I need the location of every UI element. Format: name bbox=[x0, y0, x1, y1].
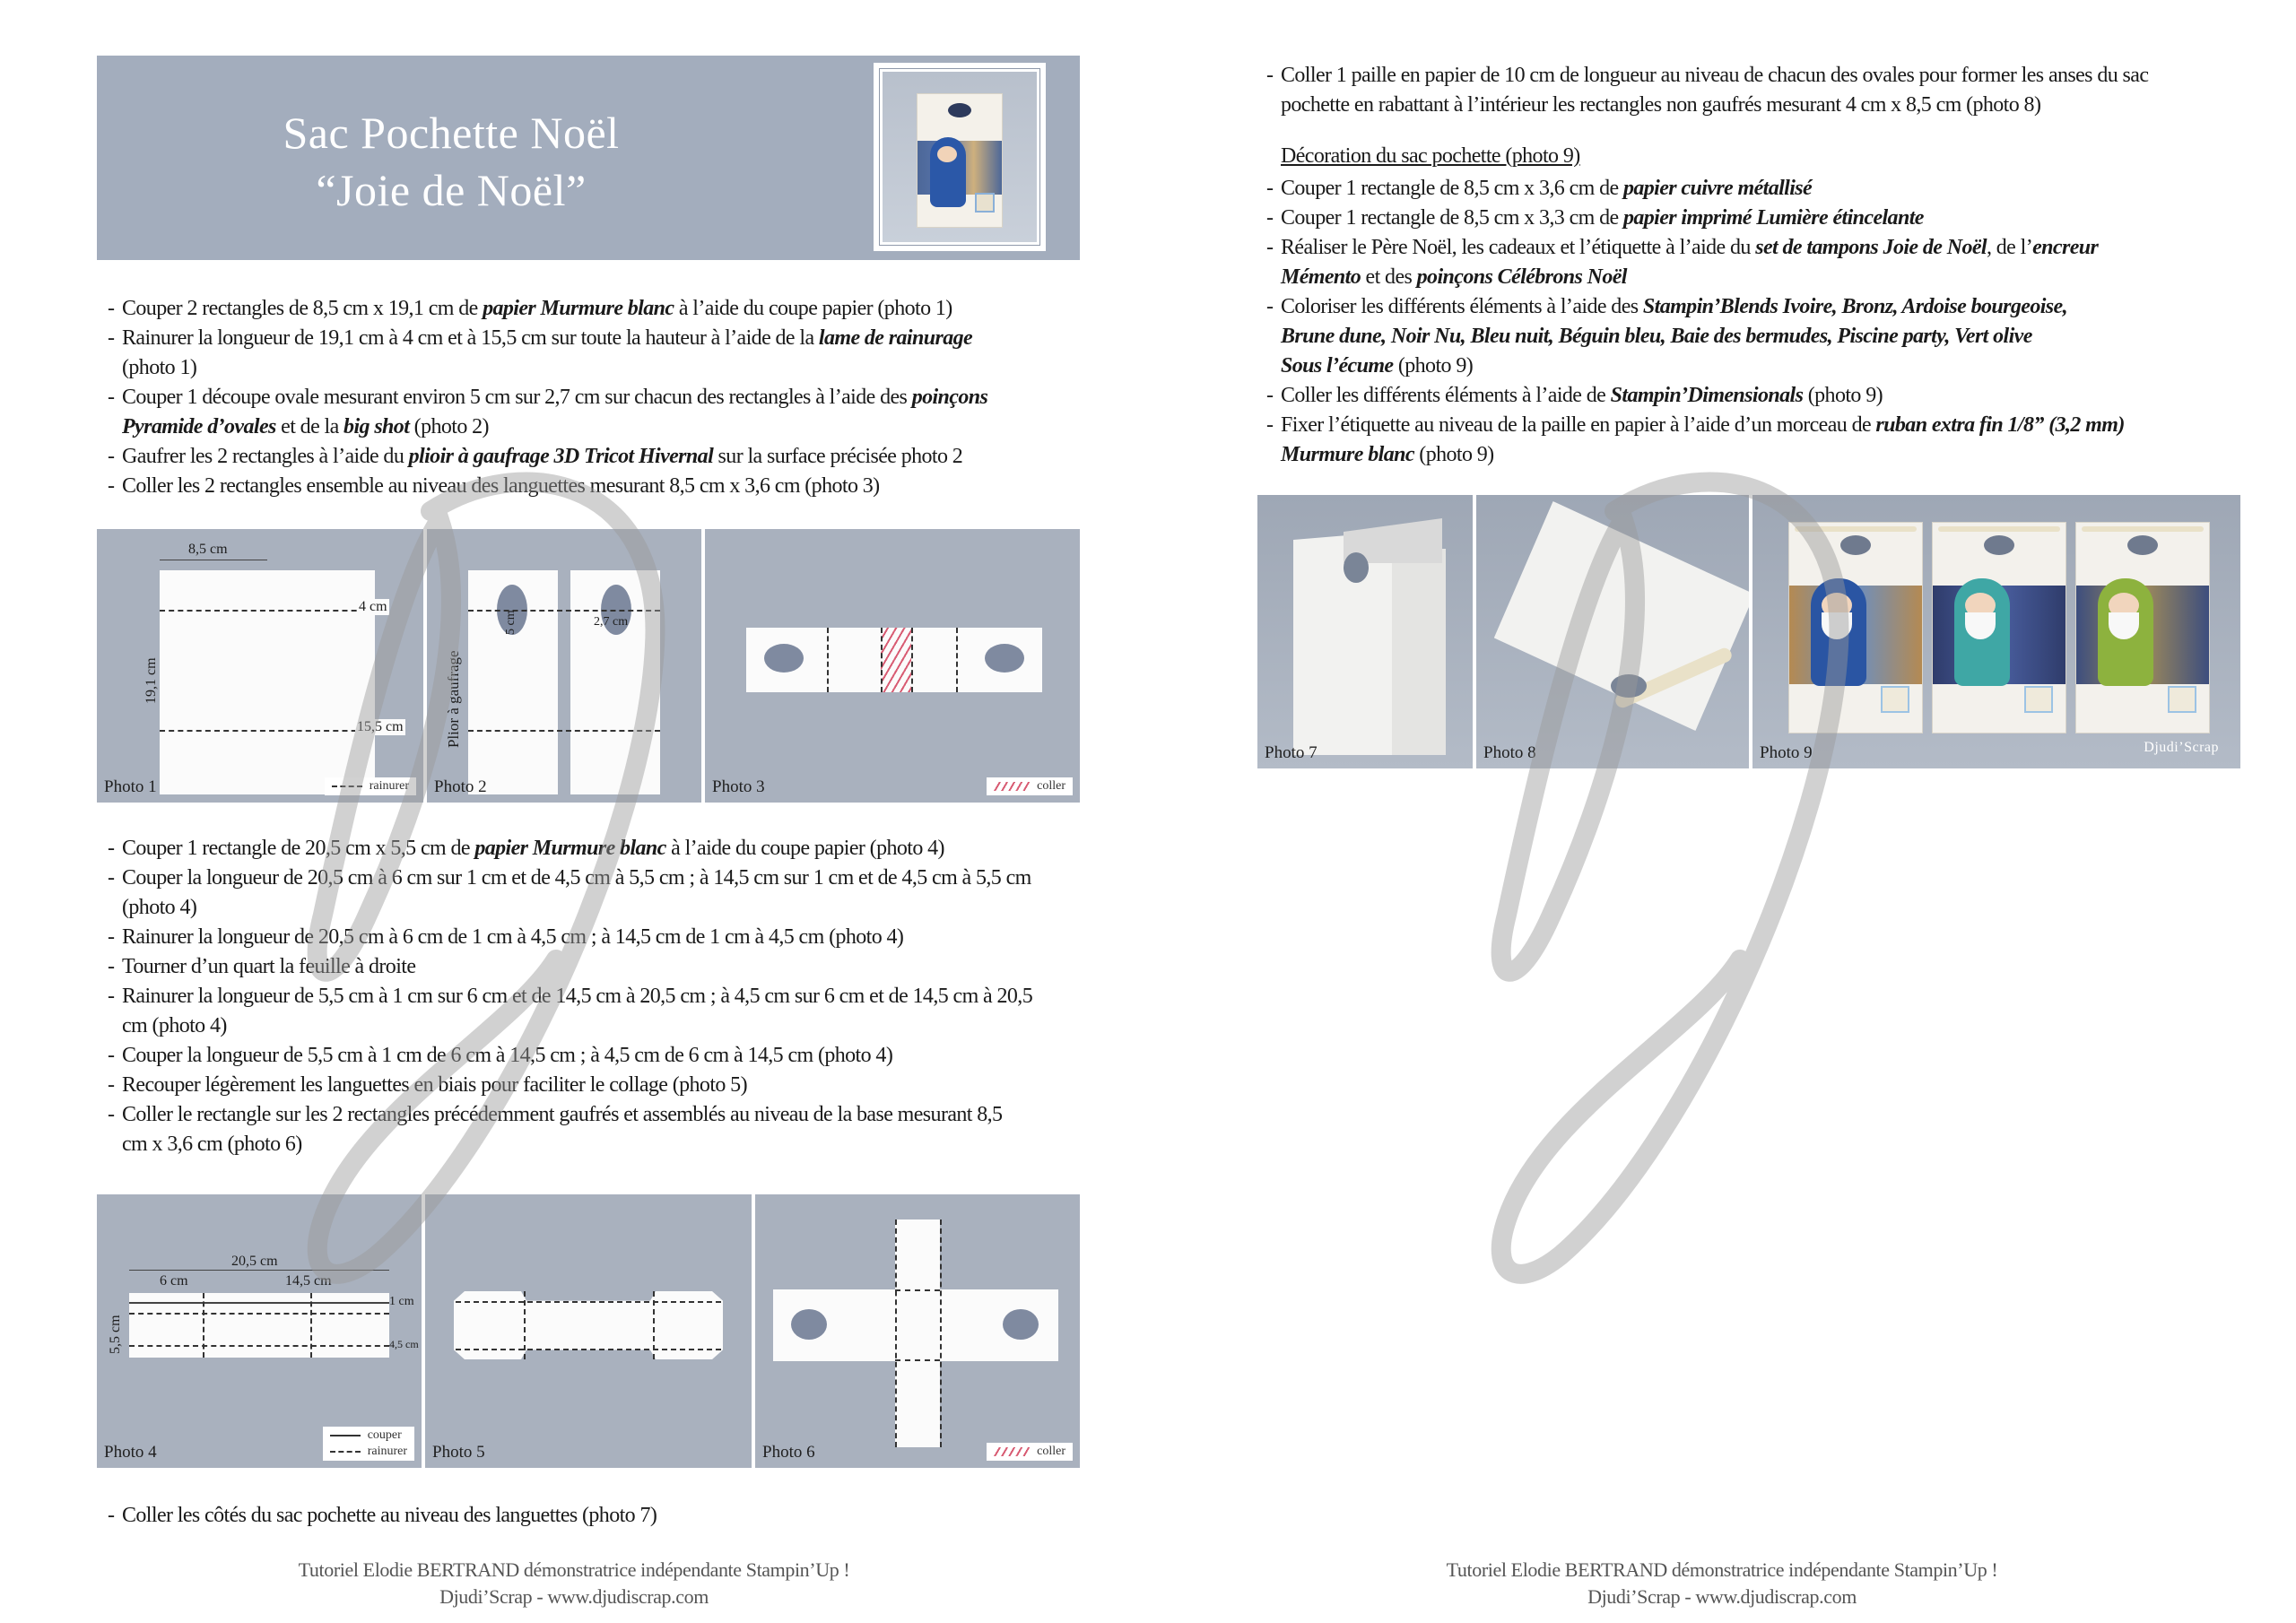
photo-4 bbox=[97, 1194, 422, 1468]
dim-5-5cm: 5,5 cm bbox=[108, 1315, 123, 1354]
step-item: - Couper 2 rectangles de 8,5 cm x 19,1 cm de papier Murmure blanc à l’aide du coupe papier (photo 1) bbox=[108, 294, 1085, 324]
step-item: - Couper 1 rectangle de 20,5 cm x 5,5 cm de papier Murmure blanc à l’aide du coupe papier (photo 4) bbox=[108, 834, 1085, 864]
step-item: - Coller le rectangle sur les 2 rectangles précédemment gaufrés et assemblés au niveau de la base mesurant 8,5 cm x 3,6 cm (photo 6) bbox=[108, 1100, 1085, 1159]
legend-coller: coller bbox=[987, 1443, 1073, 1461]
photo-row-1 bbox=[97, 529, 1080, 803]
footer-line-1: Tutoriel Elodie BERTRAND démonstratrice indépendante Stampin’Up ! bbox=[298, 1558, 850, 1581]
photo-label: Photo 2 bbox=[434, 777, 487, 796]
step-item: - Coller 1 paille en papier de 10 cm de longueur au niveau de chacun des ovales pour former les anses du sac pochette en rabattant à l’intérieur les rectangles non gaufrés mesurant 4 cm x 8,5 cm (photo 8) bbox=[1266, 61, 2244, 120]
photo-label: Photo 7 bbox=[1265, 743, 1318, 762]
photo-label: Photo 4 bbox=[104, 1443, 157, 1462]
dim-14-5cm: 14,5 cm bbox=[285, 1273, 332, 1289]
step-item: - Gaufrer les 2 rectangles à l’aide du plioir à gaufrage 3D Tricot Hivernal sur la surface précisée photo 2 bbox=[108, 442, 1085, 472]
step-item: - Réaliser le Père Noël, les cadeaux et l’étiquette à l’aide du set de tampons Joie de Noël, de l’encreur Mémento et des poinçons Célébrons Noël bbox=[1266, 233, 2244, 292]
legend-rainurer: rainurer bbox=[325, 777, 416, 795]
step-item: - Couper 1 découpe ovale mesurant environ 5 cm sur 2,7 cm sur chacun des rectangles à l’aide des poinçons Pyramide d’ovales et de la big shot (photo 2) bbox=[108, 383, 1085, 442]
footer-right bbox=[1148, 1557, 2296, 1610]
dim-15-5cm: 15,5 cm bbox=[357, 719, 404, 734]
step-item: - Coller les différents éléments à l’aide de Stampin’Dimensionals (photo 9) bbox=[1266, 381, 2244, 411]
dim-4-5cm: 4,5 cm bbox=[389, 1338, 419, 1350]
finished-bag-photo bbox=[874, 63, 1046, 251]
step-item: - Coloriser les différents éléments à l’aide des Stampin’Blends Ivoire, Bronz, Ardoise bourgeoise, Brune dune, Noir Nu, Bleu nuit, Béguin bleu, Baie des bermudes, Piscine party, Vert olive Sous l’écume (photo 9) bbox=[1266, 292, 2244, 381]
title-line-2: “Joie de Noël” bbox=[316, 165, 587, 215]
photo-label: Photo 5 bbox=[432, 1443, 485, 1462]
photo-2 bbox=[427, 529, 701, 803]
right-page bbox=[1148, 0, 2296, 1623]
step-item: - Couper la longueur de 20,5 cm à 6 cm sur 1 cm et de 4,5 cm à 5,5 cm ; à 14,5 cm sur 1 cm et de 4,5 cm à 5,5 cm (photo 4) bbox=[108, 864, 1085, 923]
photo-label: Photo 8 bbox=[1483, 743, 1536, 762]
step-item: - Fixer l’étiquette au niveau de la paille en papier à l’aide d’un morceau de ruban extra fin 1/8” (3,2 mm) Murmure blanc (photo 9) bbox=[1266, 411, 2244, 470]
step-item: - Coller les 2 rectangles ensemble au niveau des languettes mesurant 8,5 cm x 3,6 cm (photo 3) bbox=[108, 472, 1085, 501]
step-item: - Rainurer la longueur de 19,1 cm à 4 cm et à 15,5 cm sur toute la hauteur à l’aide de la lame de rainurage (photo 1) bbox=[108, 324, 1085, 383]
dim-2-7cm: 2,7 cm bbox=[594, 615, 629, 629]
footer-line-2: Djudi’Scrap - www.djudiscrap.com bbox=[439, 1585, 709, 1608]
plior-label: Plior à gaufrage bbox=[445, 650, 462, 748]
step-item: - Couper la longueur de 5,5 cm à 1 cm de 6 cm à 14,5 cm ; à 4,5 cm de 6 cm à 14,5 cm (photo 4) bbox=[108, 1041, 1085, 1071]
brand-logo: Djudi’Scrap bbox=[2144, 740, 2219, 755]
decoration-heading: Décoration du sac pochette (photo 9) bbox=[1281, 144, 1580, 168]
steps-list-right bbox=[1266, 61, 2244, 120]
dim-5cm: 5 cm bbox=[504, 610, 517, 635]
footer-line-2: Djudi’Scrap - www.djudiscrap.com bbox=[1587, 1585, 1857, 1608]
dim-6cm: 6 cm bbox=[160, 1273, 188, 1289]
photo-7 bbox=[1257, 495, 1473, 768]
footer-line-1: Tutoriel Elodie BERTRAND démonstratrice indépendante Stampin’Up ! bbox=[1446, 1558, 1998, 1581]
steps-list-1 bbox=[108, 294, 1085, 501]
photo-6 bbox=[755, 1194, 1080, 1468]
steps-list-3 bbox=[108, 1501, 1085, 1531]
photo-1 bbox=[97, 529, 423, 803]
photo-row-2 bbox=[97, 1194, 1080, 1468]
photo-label: Photo 9 bbox=[1760, 743, 1813, 762]
photo-9 bbox=[1752, 495, 2240, 768]
footer-left bbox=[0, 1557, 1148, 1610]
photo-row-3 bbox=[1257, 495, 2240, 768]
step-item: - Recouper légèrement les languettes en biais pour faciliter le collage (photo 5) bbox=[108, 1071, 1085, 1100]
dim-1cm: 1 cm bbox=[389, 1295, 414, 1308]
steps-list-2 bbox=[108, 834, 1085, 1159]
step-item: - Couper 1 rectangle de 8,5 cm x 3,6 cm de papier cuivre métallisé bbox=[1266, 174, 2244, 204]
title-line-1: Sac Pochette Noël bbox=[283, 108, 620, 158]
legend-couper-rainurer: couper rainurer bbox=[323, 1427, 414, 1461]
photo-8 bbox=[1476, 495, 1749, 768]
photo-label: Photo 1 bbox=[104, 777, 157, 796]
step-item: - Couper 1 rectangle de 8,5 cm x 3,3 cm de papier imprimé Lumière étincelante bbox=[1266, 204, 2244, 233]
title-banner bbox=[97, 56, 1080, 260]
step-item: - Rainurer la longueur de 20,5 cm à 6 cm de 1 cm à 4,5 cm ; à 14,5 cm de 1 cm à 4,5 cm (photo 4) bbox=[108, 923, 1085, 952]
decoration-steps bbox=[1266, 174, 2244, 470]
step-item: - Coller les côtés du sac pochette au niveau des languettes (photo 7) bbox=[108, 1501, 1085, 1531]
photo-5 bbox=[425, 1194, 752, 1468]
step-item: - Rainurer la longueur de 5,5 cm à 1 cm sur 6 cm et de 14,5 cm à 20,5 cm ; à 4,5 cm sur 6 cm et de 14,5 cm à 20,5 cm (photo 4) bbox=[108, 982, 1085, 1041]
dim-20-5cm: 20,5 cm bbox=[231, 1254, 278, 1269]
dim-height: 19,1 cm bbox=[144, 657, 159, 704]
dim-4cm: 4 cm bbox=[359, 599, 387, 614]
dim-width: 8,5 cm bbox=[188, 542, 228, 557]
step-item: - Tourner d’un quart la feuille à droite bbox=[108, 952, 1085, 982]
photo-3 bbox=[705, 529, 1080, 803]
photo-label: Photo 6 bbox=[762, 1443, 815, 1462]
legend-coller: coller bbox=[987, 777, 1073, 795]
photo-label: Photo 3 bbox=[712, 777, 765, 796]
